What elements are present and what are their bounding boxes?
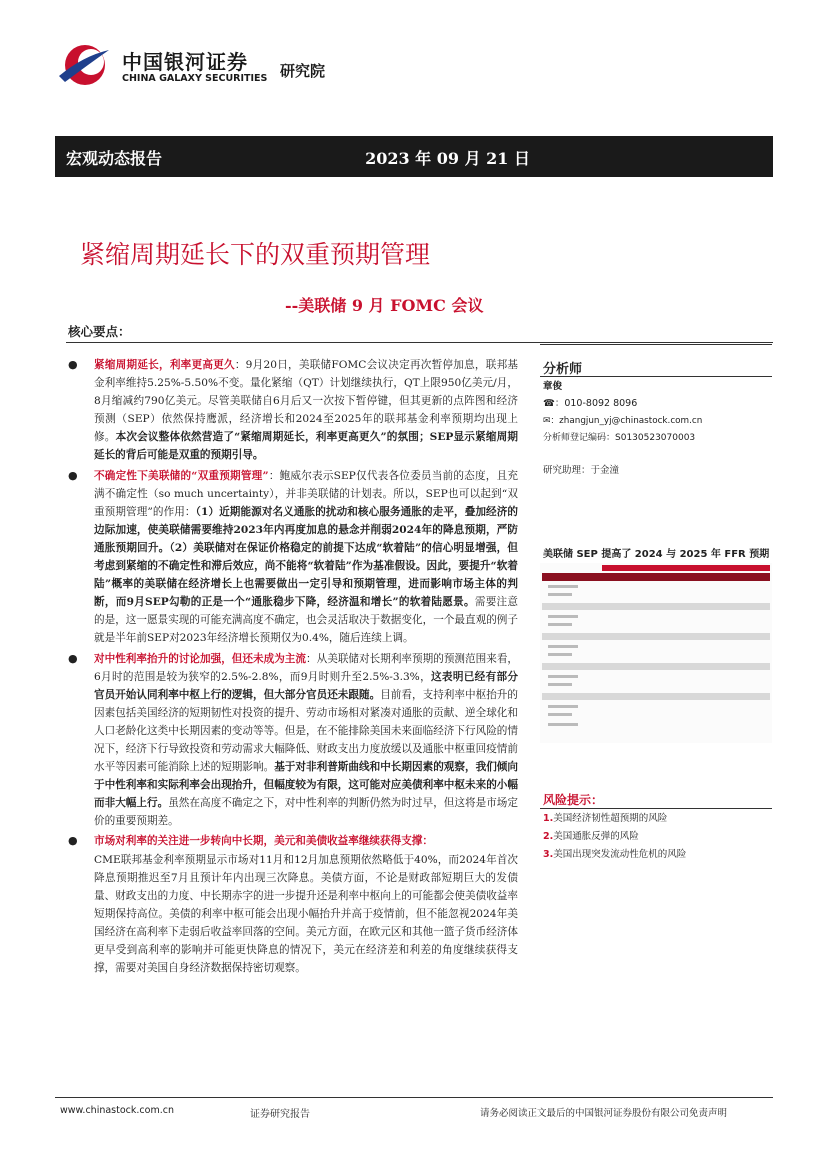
brand-name-en: CHINA GALAXY SECURITIES bbox=[122, 73, 268, 84]
risk-item: 3.美国出现突发流动性危机的风险 bbox=[543, 849, 687, 860]
main-column bbox=[66, 356, 518, 977]
p3-text: ：从美联储对长期利率预期的预测范围来看，6月时的范围是较为狭窄的2.5%-2.8%，而9月时则升至2.5%-3.3%， bbox=[94, 652, 519, 683]
analyst-email: ✉：zhangjun_yj@chinastock.com.cn bbox=[543, 416, 703, 426]
p4-text: CME联邦基金利率预期显示市场对11月和12月加息预期依然略低于40%，而2024年首次降息预期推迟至7月且预计年内出现三次降息。美债方面，不论是财政部短期巨大的发债量、财政支出的力度、中长期赤字的进一步提升还是利率中枢向上的可能都会使美债收益率短期保持高位。美债的利率中枢可能会出现小幅抬升并高于疫情前，但不能忽视2024年美国经济在高利率下走弱后收益率回落的空间。美元方面，在欧元区和其他一篮子货币经济体更早受到高利率的影响并可能更快降息的情况下，美元在经济差和利差的角度继续获得支撑，需要对美国自身经济数据保持密切观察。 bbox=[94, 853, 518, 975]
bullet-icon: ● bbox=[68, 651, 78, 665]
p1-bold: 本次会议整体依然营造了“紧缩周期延长，利率更高更久”的氛围；SEP显示紧缩周期延长的背后可能是双重的预期引导。 bbox=[94, 431, 519, 462]
analyst-registration: 分析师登记编码：S0130523070003 bbox=[543, 433, 696, 443]
figure-title: 美联储 SEP 提高了 2024 与 2025 年 FFR 预期 bbox=[543, 549, 770, 560]
risk-heading: 风险提示： bbox=[543, 793, 604, 807]
paragraph-4 bbox=[66, 832, 518, 977]
divider bbox=[66, 342, 773, 343]
sidebar-divider bbox=[540, 344, 772, 345]
analyst-heading: 分析师 bbox=[543, 362, 583, 377]
p4-lead: 市场对利率的关注进一步转向中长期，美元和美债收益率继续获得支撑： bbox=[94, 835, 433, 848]
paragraph-1 bbox=[66, 356, 518, 465]
key-points-heading: 核心要点： bbox=[68, 324, 131, 339]
p1-lead: 紧缩周期延长，利率更高更久 bbox=[94, 359, 235, 371]
paragraph-3 bbox=[66, 650, 518, 831]
bullet-icon: ● bbox=[68, 834, 78, 848]
galaxy-logo-icon bbox=[55, 42, 111, 88]
research-assistant: 研究助理：于金潼 bbox=[543, 465, 620, 476]
institute-label: 研究院 bbox=[280, 62, 326, 80]
analyst-phone: ☎：010-8092 8096 bbox=[543, 398, 638, 409]
brand-name: 中国银河证券 bbox=[122, 50, 248, 74]
report-type: 宏观动态报告 bbox=[66, 149, 163, 168]
report-subtitle: --美联储 9 月 FOMC 会议 bbox=[285, 296, 484, 315]
risk-item: 2.美国通胀反弹的风险 bbox=[543, 831, 639, 842]
bullet-icon: ● bbox=[68, 358, 78, 371]
p3-bold: 这表明已经有部分官员开始认同利率中枢上行的逻辑，但大部分官员还未跟随。 bbox=[94, 670, 519, 701]
p3-text-3: 虽然在高度不确定之下，对中性利率的判断仍然为时过早，但这将是市场定价的重要预期差。 bbox=[94, 797, 518, 828]
paragraph-2 bbox=[66, 467, 518, 648]
p2-text-2: 需要注意的是，这一愿景实现的可能充满高度不确定，也会灵活取决于数据变化，一个最直观的例子就是半年前SEP对2023年经济增长预期仅为0.4%，随后连续上调。 bbox=[94, 596, 519, 645]
sidebar-divider bbox=[540, 376, 772, 377]
p2-lead: 不确定性下美联储的“双重预期管理” bbox=[94, 469, 269, 482]
p1-text: ：9月20日，美联储FOMC会议决定再次暂停加息，联邦基金利率维持5.25%-5.50%不变。量化紧缩（QT）计划继续执行，QT上限950亿美元/月，8月缩减约790亿美元。尽管美联储自6月后又一次按下暂停键，但其更新的点阵图和经济预测（SEP）依然保持鹰派，经济增长和2024至2025年的联邦基金利率预期均出现上修。 bbox=[94, 359, 518, 444]
footer-website[interactable]: www.chinastock.com.cn bbox=[60, 1105, 174, 1116]
p3-bold-2: 基于对非利普斯曲线和中长期因素的观察，我们倾向于中性利率和实际利率会出现抬升，但幅度较为有限，这可能对应美债利率中枢未来的小幅而非大幅上行。 bbox=[94, 761, 518, 810]
footer-center: 证券研究报告 bbox=[250, 1109, 310, 1120]
p2-text: ：鲍威尔表示SEP仅代表各位委员当前的态度，且充满不确定性（so much uncertainty），并非美联储的计划表。所以，SEP也可以起到“双重预期管理”的作用： bbox=[94, 469, 518, 518]
risk-item: 1.美国经济韧性超预期的风险 bbox=[543, 813, 668, 824]
bullet-icon: ● bbox=[68, 468, 78, 482]
p3-text-2: 目前看，支持利率中枢抬升的因素包括美国经济的短期韧性对投资的提升、劳动市场相对紧凑对通胀的贡献、逆全球化和人口老龄化这类中长期因素的变动等等。但是，在不能排除美国未来面临经济下行风险的情况下，经济下行导致投资和劳动需求大幅降低、财政支出力度放缓以及通胀中枢重回疫情前水平等因素可能消除上述的短期影响。 bbox=[94, 688, 518, 774]
report-date: 2023 年 09 月 21 日 bbox=[365, 149, 530, 168]
footer-disclaimer: 请务必阅读正文最后的中国银河证券股份有限公司免责声明 bbox=[480, 1108, 728, 1119]
risk-divider bbox=[540, 808, 772, 809]
analyst-name: 章俊 bbox=[543, 381, 563, 392]
p2-bold: （1）近期能源对名义通胀的扰动和核心服务通胀的走平，叠加经济的边际加速，使美联储需要维持2023年内再度加息的悬念并削弱2024年的降息预期，严防通胀预期回升。（2）美联储对在保证价格稳定的前提下达成“软着陆”的信心明显增强，但考虑到紧缩的不确定性和滞后效应，尚不能将“软着陆”作为基准假设。因此，要提升“软着陆”概率的美联储在经济增长上也需要做出一定引导和预期管理，进而影响市场主体的判断，而9月SEP勾勒的正是一个“通胀稳步下降，经济温和增长”的软着陆愿景。 bbox=[94, 505, 518, 609]
footer-divider bbox=[55, 1097, 773, 1098]
sep-table-image bbox=[540, 563, 772, 743]
report-title: 紧缩周期延长下的双重预期管理 bbox=[80, 240, 431, 269]
p3-lead: 对中性利率抬升的讨论加强，但还未成为主流 bbox=[94, 652, 307, 665]
